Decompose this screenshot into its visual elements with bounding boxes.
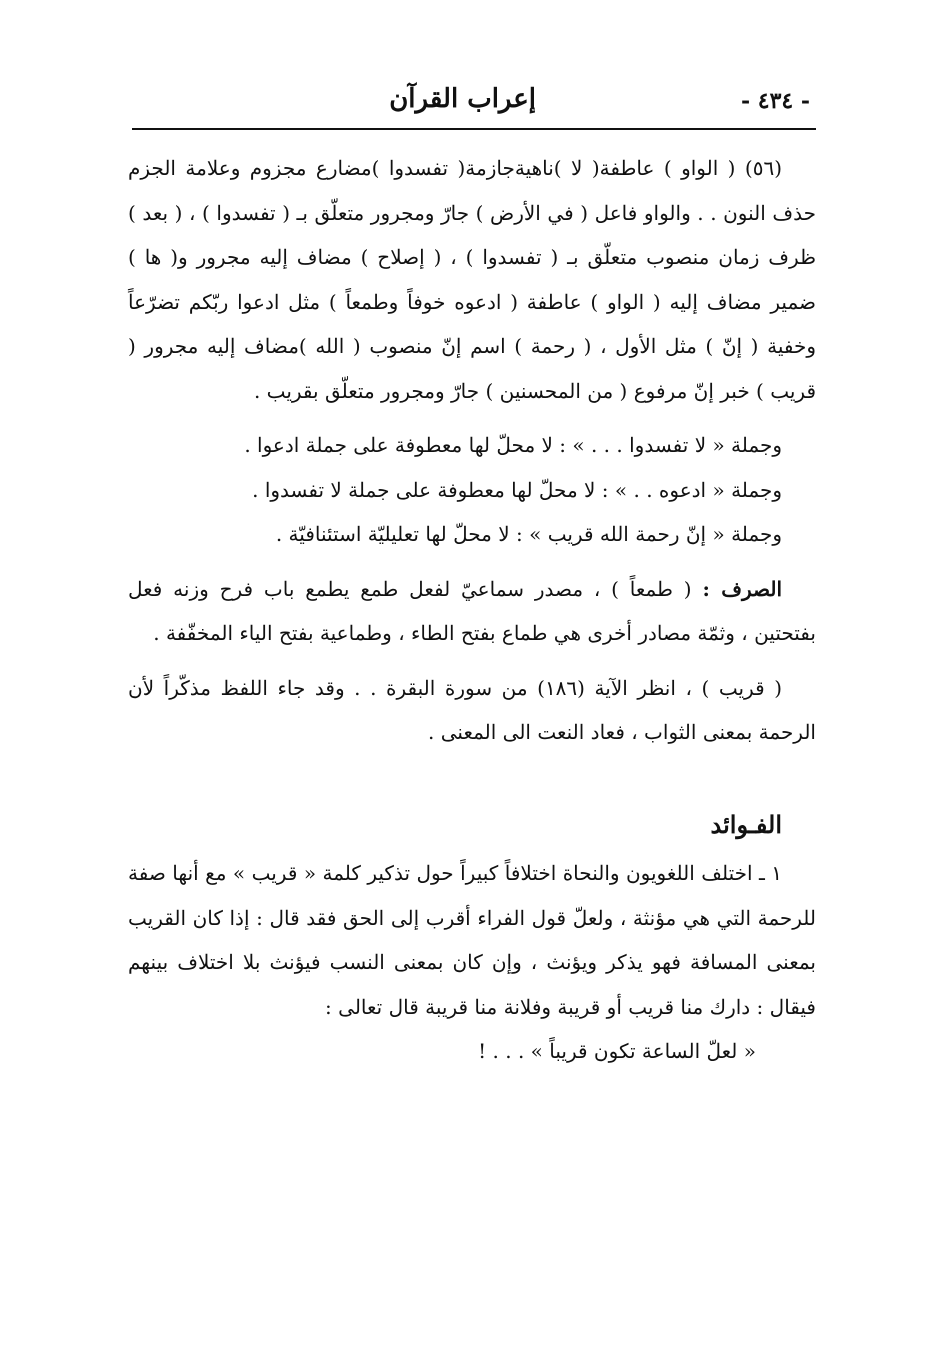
quranic-quote: « لعلّ الساعة تكون قريباً » . . . ! (478, 1039, 756, 1063)
fawaid-paragraph: ١ ـ اختلف اللغويون والنحاة اختلافاً كبيراً حول تذكير كلمة « قريب » مع أنها صفة للرحمة التي هي مؤنثة ، ولعلّ قول الفراء أقرب إلى الحق فقد قال : إذا كان القريب بمعنى المسافة فهو يذكر ويؤنث ، وإن كان بمعنى النسب فيؤنث بلا اختلاف بينهم فيقال : دارك منا قريب أو قريبة وفلانة منا قريبة قال تعالى : (128, 861, 816, 1019)
qarib-note-paragraph: ( قريب ) ، انظر الآية (١٨٦) من سورة البقرة . . وقد جاء اللفظ مذكّراً لأن الرحمة بمعنى الثواب ، فعاد النعت الى المعنى . (128, 675, 816, 744)
book-title: إعراب القرآن (389, 84, 536, 114)
fawaid-heading: الفـوائد (710, 809, 782, 839)
sarf-text: ( طمعاً ) ، مصدر سماعيّ لفعل طمع يطمع باب فرح وزنه فعل بفتحتين ، وثمّة مصادر أخرى هي طماع بفتح الطاء ، وطماعية بفتح الياء المخفّفة . (128, 576, 816, 645)
sentence-role-3: وجملة « إنّ رحمة الله قريب » : لا محلّ لها تعليليّة استئنافيّة . (275, 522, 782, 546)
sarf-label: الصرف : (702, 576, 783, 601)
grammatical-analysis-paragraph: (٥٦) ( الواو ) عاطفة( لا )ناهيةجازمة( تفسدوا )مضارع مجزوم وعلامة الجزم حذف النون . . والواو فاعل ( في الأرض ) جارّ ومجرور متعلّق بـ ( تفسدوا ) ، ( بعد ) ظرف زمان منصوب متعلّق بـ ( تفسدوا ) ، ( إصلاح ) مضاف إليه مجرور و( ها ) ضمير مضاف إليه ( الواو ) عاطفة ( ادعوه خوفاً وطمعاً ) مثل ادعوا ربّكم تضرّعاً وخفية ( إنّ ) مثل الأول ، ( رحمة ) اسم إنّ منصوب ( الله )مضاف إليه مجرور ( قريب ) خبر إنّ مرفوع ( من المحسنين ) جارّ ومجرور متعلّق بقريب . (128, 156, 816, 403)
sarf-paragraph (128, 567, 816, 656)
page-content (128, 146, 816, 1074)
page-header (132, 76, 816, 126)
sentence-role-1: وجملة « لا تفسدوا . . . » : لا محلّ لها معطوفة على جملة ادعوا . (244, 433, 782, 457)
header-divider (132, 128, 816, 130)
sentence-role-2: وجملة « ادعوه . . » : لا محلّ لها معطوفة على جملة لا تفسدوا . (252, 477, 782, 502)
sentence-roles-block (128, 423, 816, 557)
page-number: - ٤٣٤ - (740, 88, 810, 114)
